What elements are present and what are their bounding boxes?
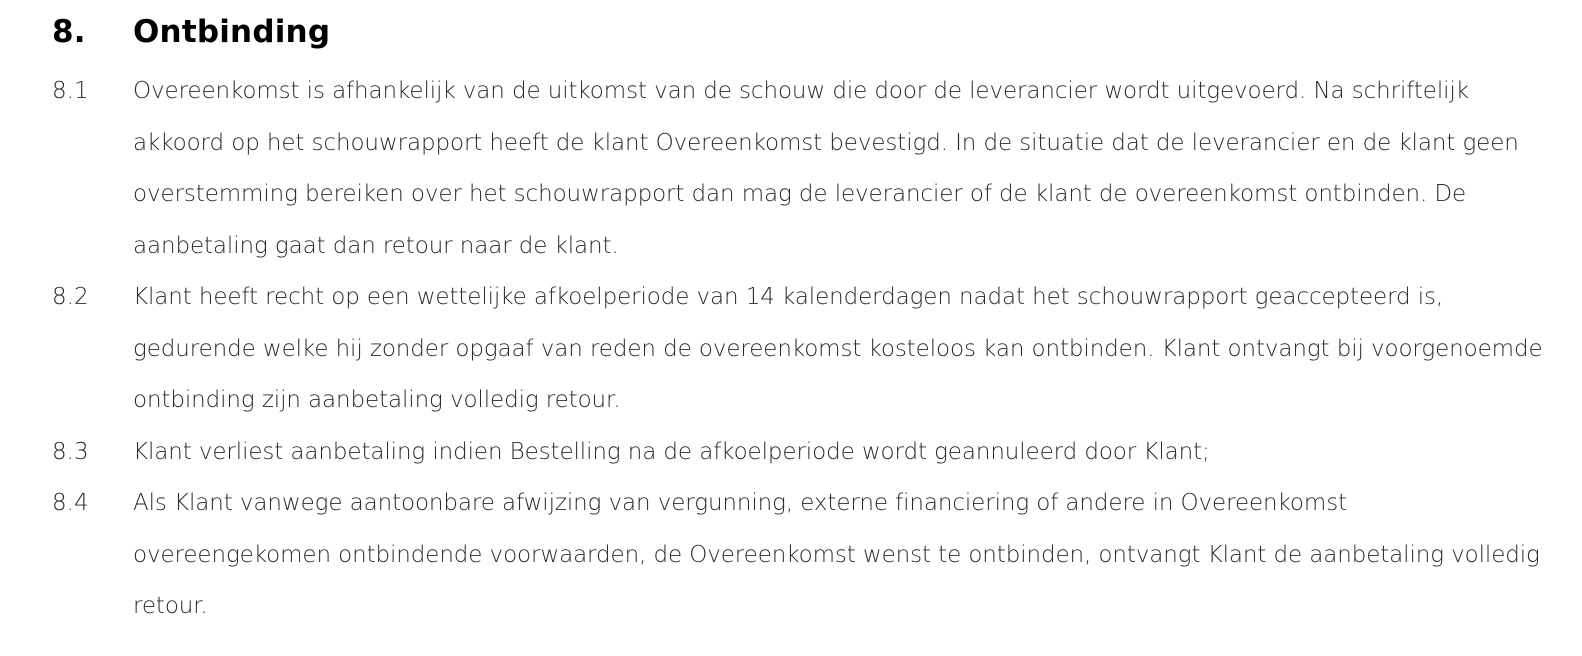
clause-item — [52, 272, 1552, 427]
clause-text: Klant heeft recht op een wettelijke afkoelperiode van 14 kalenderdagen nadat het schouwrapport geaccepteerd is, gedurende welke hij zonder opgaaf van reden de overeenkomst kosteloos kan ontbinden. Klant ontvangt bij voorgenoemde ontbinding zijn aanbetaling volledig retour. — [133, 284, 1543, 413]
clause-number: 8.4 — [52, 490, 89, 516]
clause-number: 8.2 — [52, 284, 89, 310]
section-heading — [52, 14, 1552, 66]
document-section — [52, 14, 1552, 633]
clause-number: 8.1 — [52, 78, 89, 104]
section-title: Ontbinding — [133, 14, 331, 50]
clause-item — [52, 427, 1552, 479]
clause-list — [52, 66, 1552, 633]
clause-item — [52, 478, 1552, 633]
section-number: 8. — [52, 14, 86, 50]
clause-text: Overeenkomst is afhankelijk van de uitkomst van de schouw die door de leverancier wordt uitgevoerd. Na schriftelijk akkoord op het schouwrapport heeft de klant Overeenkomst bevestigd. In de situatie dat de leverancier en de klant geen overstemming bereiken over het schouwrapport dan mag de leverancier of de klant de overeenkomst ontbinden. De aanbetaling gaat dan retour naar de klant. — [133, 78, 1519, 259]
clause-number: 8.3 — [52, 438, 89, 465]
clause-text: Als Klant vanwege aantoonbare afwijzing van vergunning, externe financiering of andere in Overeenkomst overeengekomen ontbindende voorwaarden, de Overeenkomst wenst te ontbinden, ontvangt Klant de aanbetaling volledig retour. — [133, 490, 1540, 619]
clause-item — [52, 66, 1552, 272]
clause-text: Klant verliest aanbetaling indien Bestelling na de afkoelperiode wordt geannuleerd door Klant; — [133, 438, 1210, 465]
